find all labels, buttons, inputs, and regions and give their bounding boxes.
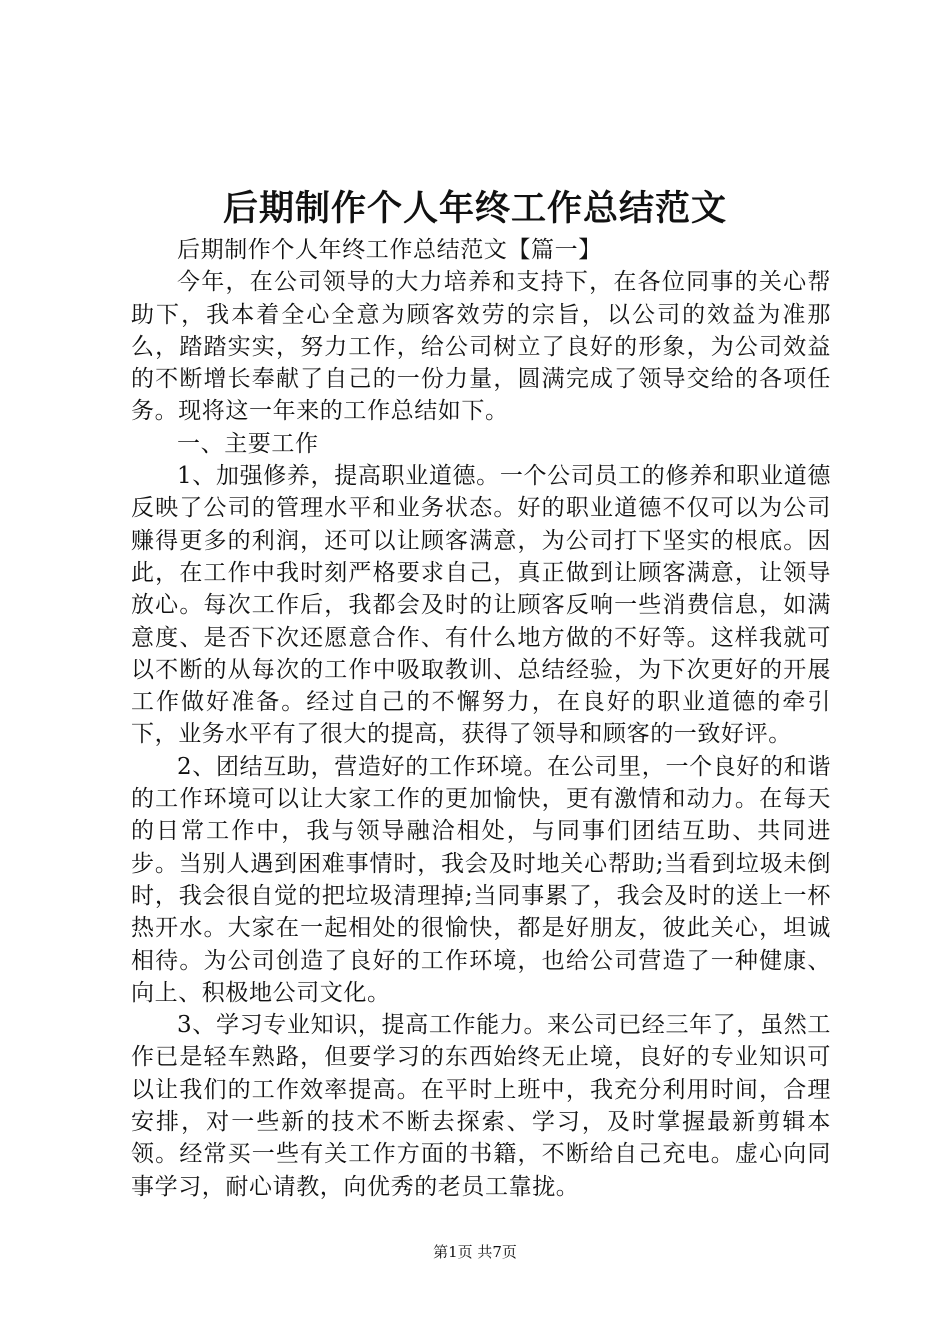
- document-body: [131, 234, 831, 1203]
- document-title: 后期制作个人年终工作总结范文: [222, 189, 727, 229]
- section-heading-main-work: 一、主要工作: [177, 430, 319, 457]
- paragraph-item-1: 1、加强修养，提高职业道德。一个公司员工的修养和职业道德反映了公司的管理水平和业务状态。好的职业道德不仅可以为公司赚得更多的利润，还可以让顾客满意，为公司打下坚实的根底。因此，在工作中我时刻严格要求自己，真正做到让顾客满意，让领导放心。每次工作后，我都会及时的让顾客反响一些消费信息，如满意度、是否下次还愿意合作、有什么地方做的不好等。这样我就可以不断的从每次的工作中吸取教训、总结经验，为下次更好的开展工作做好准备。经过自己的不懈努力，在良好的职业道德的牵引下，业务水平有了很大的提高，获得了领导和顾客的一致好评。: [131, 463, 831, 748]
- section-heading-part-one: 后期制作个人年终工作总结范文【篇一】: [177, 237, 602, 263]
- paragraph-item-2: 2、团结互助，营造好的工作环境。在公司里，一个良好的和谐的工作环境可以让大家工作的更加愉快，更有激情和动力。在每天的日常工作中，我与领导融洽相处，与同事们团结互助、共同进步。当别人遇到困难事情时，我会及时地关心帮助;当看到垃圾未倒时，我会很自觉的把垃圾清理掉;当同事累了，我会及时的送上一杯热开水。大家在一起相处的很愉快，都是好朋友，彼此关心，坦诚相待。为公司创造了良好的工作环境，也给公司营造了一种健康、向上、积极地公司文化。: [131, 753, 831, 1006]
- page-number-footer: 第1页 共7页: [433, 1243, 517, 1261]
- paragraph-item-3: 3、学习专业知识，提高工作能力。来公司已经三年了，虽然工作已是轻车熟路，但要学习的东西始终无止境，良好的专业知识可以让我们的工作效率提高。在平时上班中，我充分利用时间，合理安排，对一些新的技术不断去探索、学习，及时掌握最新剪辑本领。经常买一些有关工作方面的书籍，不断给自己充电。虚心向同事学习，耐心请教，向优秀的老员工靠拢。: [131, 1012, 831, 1200]
- intro-paragraph: 今年，在公司领导的大力培养和支持下，在各位同事的关心帮助下，我本着全心全意为顾客效劳的宗旨，以公司的效益为准那么，踏踏实实，努力工作，给公司树立了良好的形象，为公司效益的不断增长奉献了自己的一份力量，圆满完成了领导交给的各项任务。现将这一年来的工作总结如下。: [131, 269, 831, 425]
